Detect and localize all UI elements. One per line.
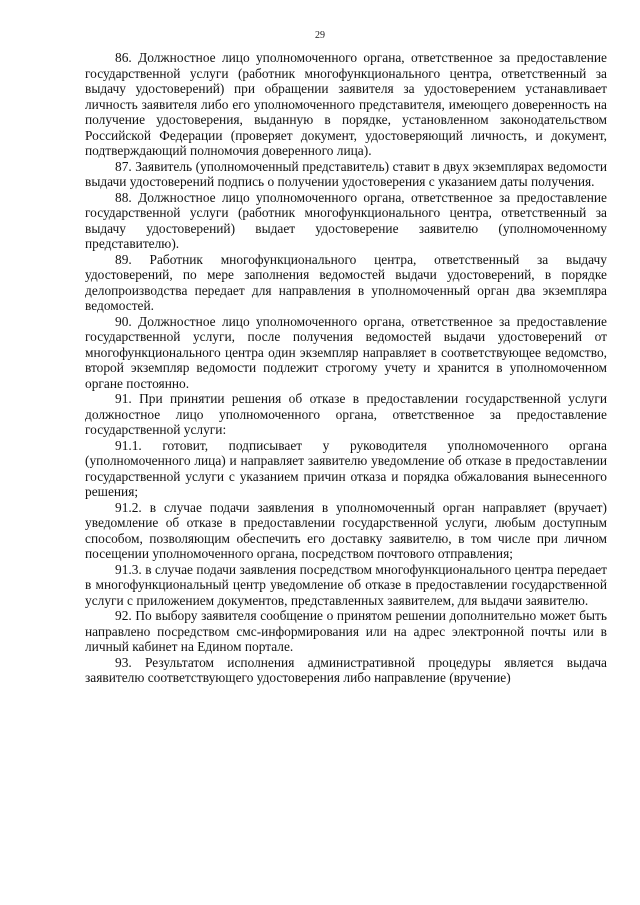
paragraph-91-3: 91.3. в случае подачи заявления посредством многофункционального центра передает в многофункциональный центр уведомление об отказе в предоставлении государственной услуги с приложением документов, представленных заявителем, для выдачи заявителю. bbox=[85, 561, 607, 608]
paragraph-91-1: 91.1. готовит, подписывает у руководителя уполномоченного органа (уполномоченного лица) и направляет заявителю уведомление об отказе в предоставлении государственной услуги с указанием причин отказа и порядка обжалования вынесенного решения; bbox=[85, 437, 607, 499]
document-body bbox=[85, 50, 607, 686]
paragraph-90: 90. Должностное лицо уполномоченного органа, ответственное за предоставление государственной услуги, после получения ведомостей выдачи удостоверений от многофункционального центра один экземпляр направляет в соответствующее ведомство, второй экземпляр ведомости подлежит строгому учету и хранится в уполномоченном органе постоянно. bbox=[85, 313, 607, 391]
paragraph-86: 86. Должностное лицо уполномоченного органа, ответственное за предоставление государственной услуги (работник многофункционального центра, ответственный за выдачу удостоверений) при обращении заявителя за удостоверением устанавливает личность заявителя либо его уполномоченного представителя, имеющего доверенность на получение удостоверения, выданную в порядке, установленном законодательством Российской Федерации (проверяет документ, удостоверяющий личность, и документ, подтверждающий полномочия доверенного лица). bbox=[85, 50, 607, 158]
paragraph-92: 92. По выбору заявителя сообщение о принятом решении дополнительно может быть направлено посредством смс-информирования или на адрес электронной почты или в личный кабинет на Едином портале. bbox=[85, 608, 607, 654]
page-number: 29 bbox=[315, 30, 325, 41]
paragraph-91-2: 91.2. в случае подачи заявления в уполномоченный орган направляет (вручает) уведомление об отказе в предоставлении государственной услуги, любым доступным способом, позволяющим обеспечить его доставку заявителю, в том числе при личном посещении уполномоченного органа, посредством почтового отправления; bbox=[85, 499, 607, 561]
paragraph-93: 93. Результатом исполнения административной процедуры является выдача заявителю соответствующего удостоверения либо направление (вручение) bbox=[85, 654, 607, 685]
paragraph-87: 87. Заявитель (уполномоченный представитель) ставит в двух экземплярах ведомости выдачи удостоверений подпись о получении удостоверения с указанием даты получения. bbox=[85, 158, 607, 189]
paragraph-89: 89. Работник многофункционального центра, ответственный за выдачу удостоверений, по мере заполнения ведомостей выдачи удостоверений, в порядке делопроизводства передает для направления в уполномоченный орган два экземпляра ведомостей. bbox=[85, 251, 607, 313]
paragraph-91: 91. При принятии решения об отказе в предоставлении государственной услуги должностное лицо уполномоченного органа, ответственное за предоставление государственной услуги: bbox=[85, 391, 607, 437]
paragraph-88: 88. Должностное лицо уполномоченного органа, ответственное за предоставление государственной услуги (работник многофункционального центра, ответственный за выдачу удостоверений) выдает удостоверение заявителю (уполномоченному представителю). bbox=[85, 189, 607, 251]
